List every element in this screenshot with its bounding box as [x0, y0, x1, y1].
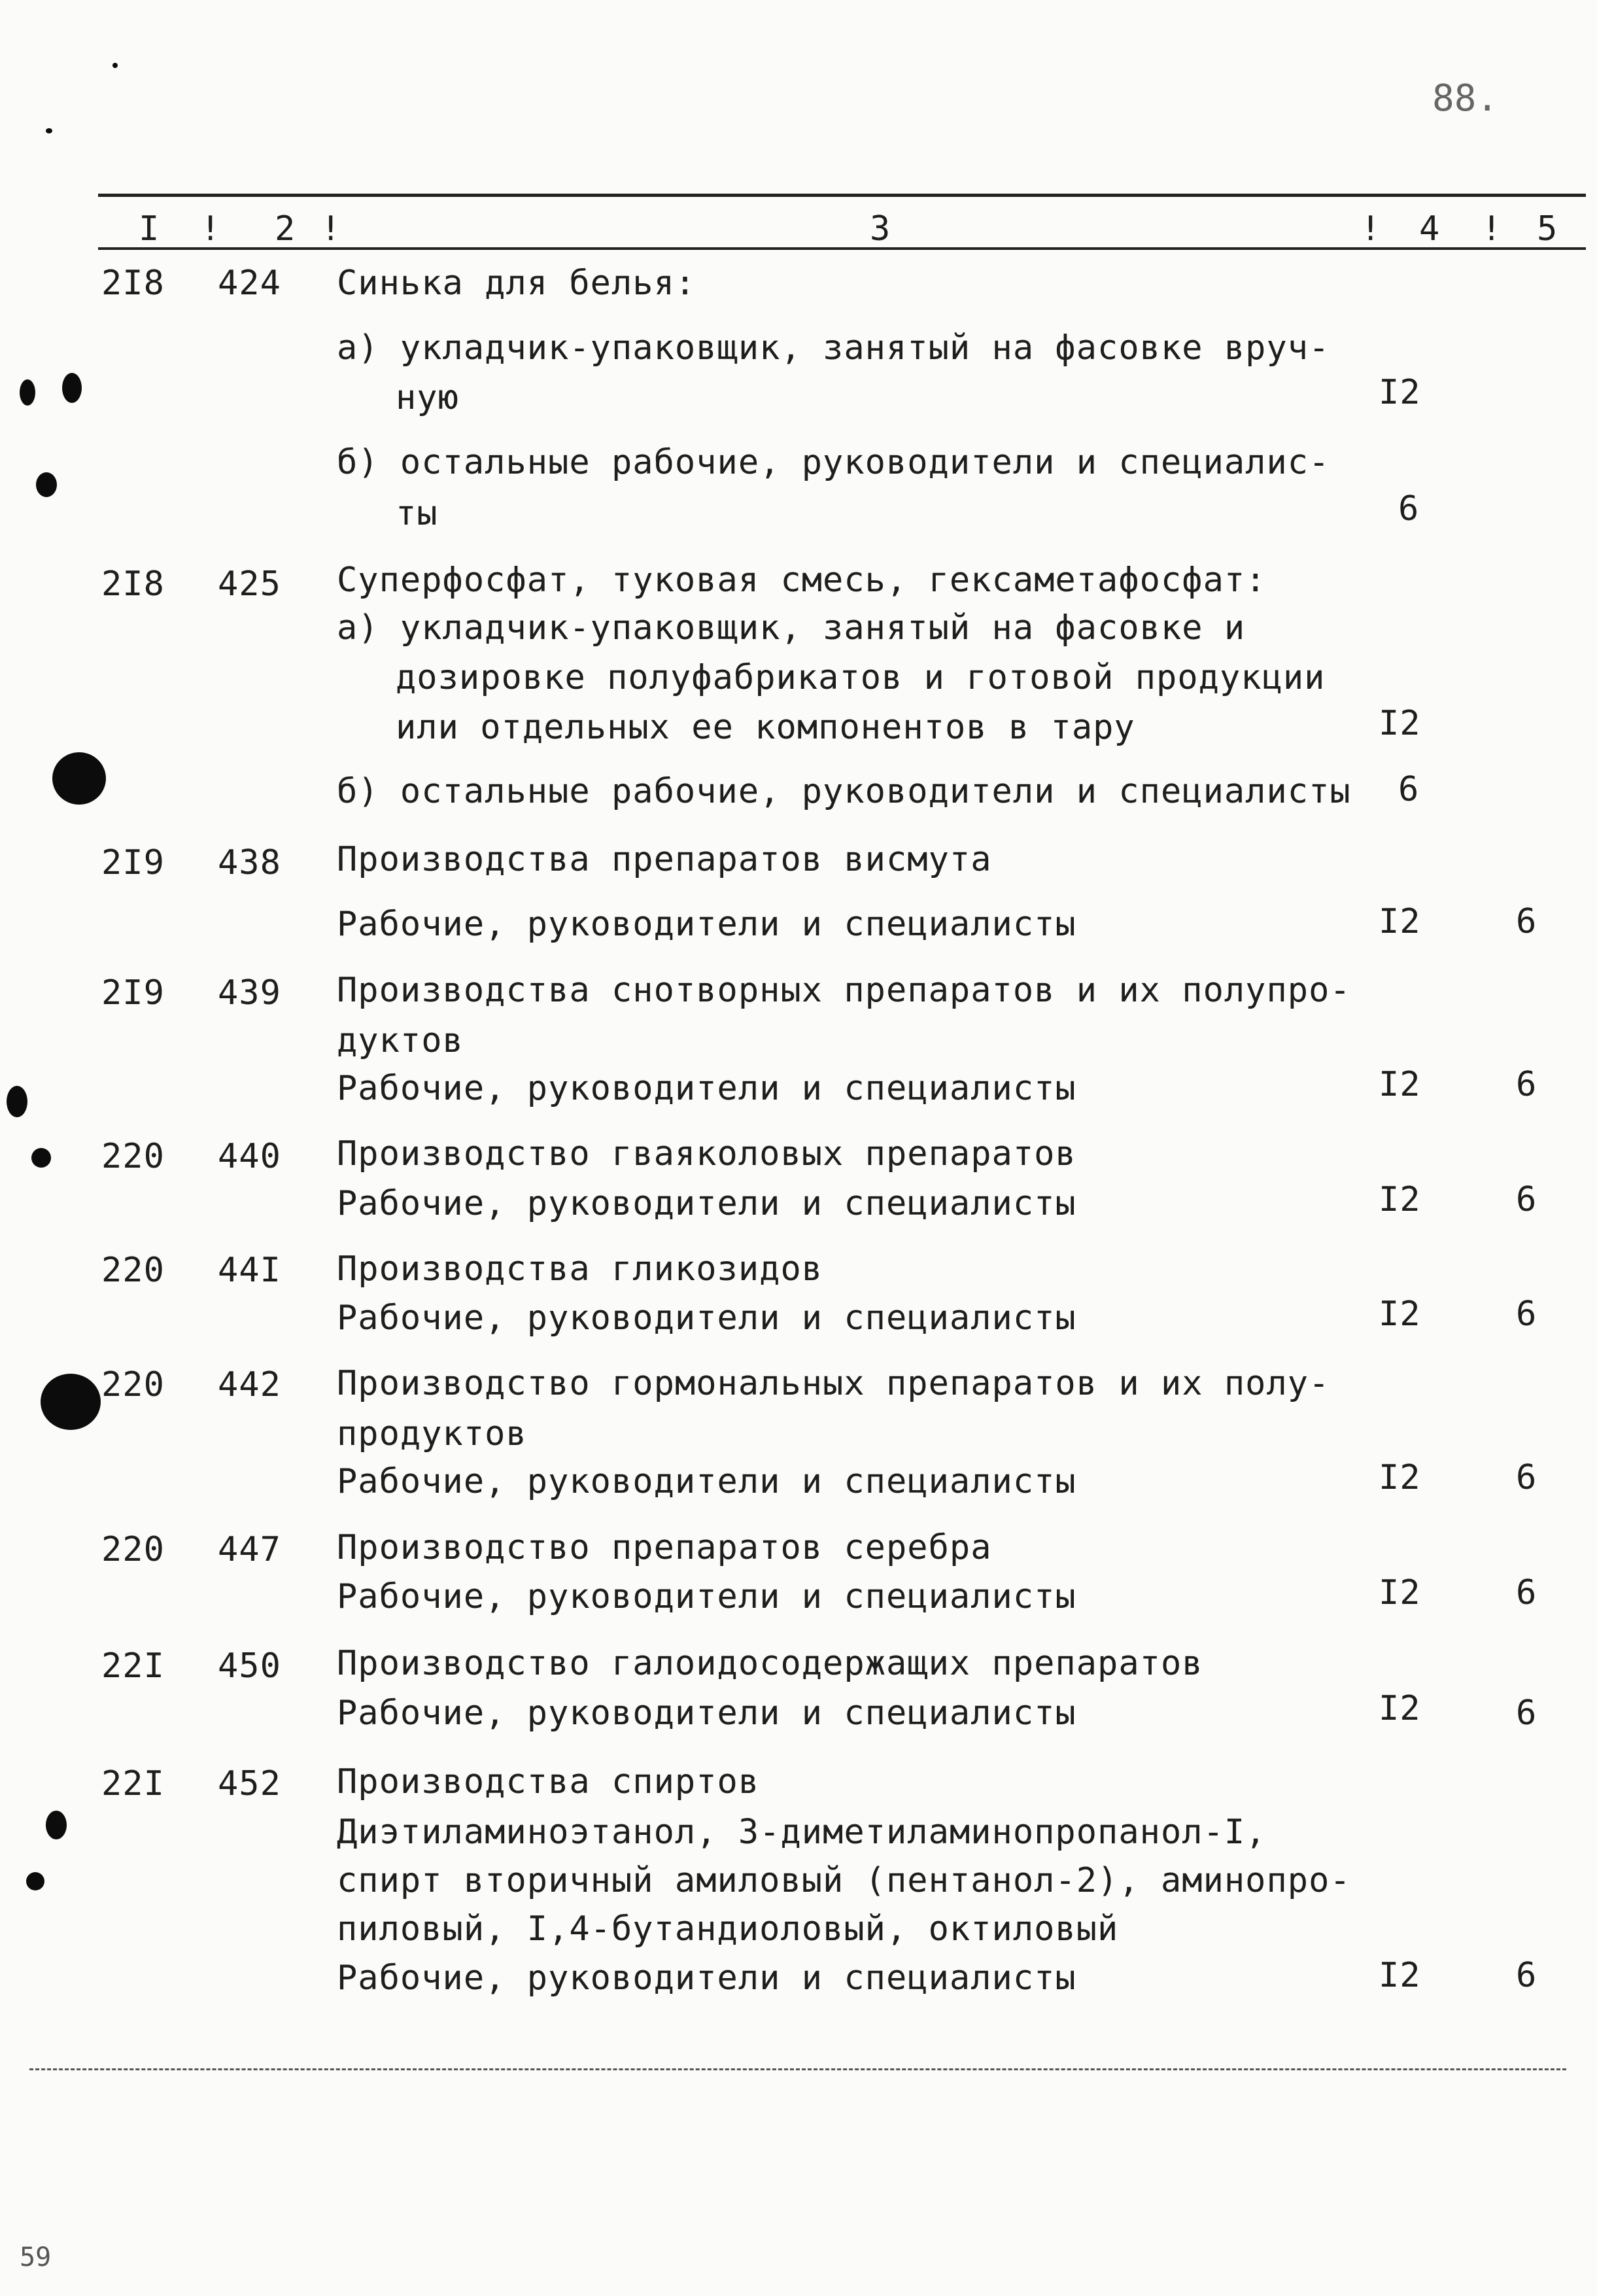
header-sep: ! — [1481, 209, 1502, 249]
page-number: 88. — [1432, 77, 1499, 120]
cell-col4: I2 — [1379, 1458, 1421, 1497]
ink-blot — [52, 752, 106, 805]
ink-blot — [7, 1086, 27, 1117]
cell-col4: 6 — [1398, 489, 1420, 529]
cell-col1: 22I — [101, 1646, 165, 1686]
item-a: а) укладчик-упаковщик, занятый на фасовке и — [337, 608, 1246, 648]
ink-blot — [26, 1872, 44, 1890]
cell-col1: 2I9 — [101, 843, 165, 882]
row-subtitle: Рабочие, руководители и специалисты — [337, 905, 1076, 944]
row-subtitle: Рабочие, руководители и специалисты — [337, 1298, 1076, 1338]
item-b-cont: ты — [396, 494, 438, 533]
cell-col2: 425 — [218, 565, 281, 604]
cell-col4: I2 — [1379, 1065, 1421, 1104]
item-a-cont: ную — [396, 378, 459, 417]
row-title-cont: продуктов — [337, 1414, 527, 1453]
cell-col4: I2 — [1379, 1295, 1421, 1334]
cell-col1: 220 — [101, 1530, 165, 1569]
cell-col1: 2I9 — [101, 973, 165, 1013]
row-subtitle: Рабочие, руководители и специалисты — [337, 1069, 1076, 1108]
row-subtitle: Рабочие, руководители и специалисты — [337, 1577, 1076, 1616]
ink-blot — [41, 1374, 101, 1430]
footer-mark: 59 — [20, 2242, 52, 2272]
cell-col4: I2 — [1379, 704, 1421, 743]
row-subtitle: Рабочие, руководители и специалисты — [337, 1694, 1076, 1733]
row-detail: пиловый, I,4-бутандиоловый, октиловый — [337, 1909, 1119, 1949]
row-title: Производства гликозидов — [337, 1249, 823, 1289]
header-col-3: 3 — [870, 209, 891, 249]
cell-col1: 220 — [101, 1365, 165, 1404]
item-a: а) укладчик-упаковщик, занятый на фасовке вруч- — [337, 328, 1330, 368]
row-title: Производство галоидосодержащих препаратов — [337, 1644, 1203, 1683]
cell-col2: 44I — [218, 1251, 281, 1290]
header-sep: ! — [200, 209, 221, 249]
cell-col4: I2 — [1379, 1573, 1421, 1612]
row-subtitle: Рабочие, руководители и специалисты — [337, 1462, 1076, 1501]
ink-blot — [62, 373, 82, 403]
cell-col5: 6 — [1516, 1180, 1537, 1219]
row-detail: Диэтиламиноэтанол, 3-диметиламинопропанол-I, — [337, 1813, 1267, 1852]
ink-dot — [112, 63, 118, 68]
cell-col1: 220 — [101, 1251, 165, 1290]
bottom-dashed-rule — [29, 2068, 1566, 2070]
item-a-cont: дозировке полуфабрикатов и готовой продукции — [396, 658, 1326, 697]
header-sep: ! — [1360, 209, 1381, 249]
row-title: Производство гваяколовых препаратов — [337, 1134, 1076, 1174]
cell-col4: 6 — [1398, 770, 1420, 809]
row-detail: спирт вторичный амиловый (пентанол-2), аминопро- — [337, 1861, 1351, 1900]
row-subtitle: Рабочие, руководители и специалисты — [337, 1958, 1076, 1998]
cell-col1: 2I8 — [101, 264, 165, 303]
cell-col5: 6 — [1516, 1065, 1537, 1104]
cell-col2: 452 — [218, 1764, 281, 1803]
cell-col1: 2I8 — [101, 565, 165, 604]
row-title-cont: дуктов — [337, 1021, 464, 1060]
cell-col2: 424 — [218, 264, 281, 303]
row-subtitle: Рабочие, руководители и специалисты — [337, 1184, 1076, 1223]
cell-col4: I2 — [1379, 1956, 1421, 1995]
cell-col2: 450 — [218, 1646, 281, 1686]
header-col-1: I — [139, 209, 160, 249]
header-col-2: 2 — [275, 209, 296, 249]
cell-col2: 440 — [218, 1137, 281, 1176]
ink-blot — [36, 472, 57, 497]
cell-col4: I2 — [1379, 902, 1421, 941]
cell-col5: 6 — [1516, 902, 1537, 941]
ink-dot — [46, 128, 52, 133]
ink-blot — [20, 379, 35, 406]
ink-blot — [46, 1811, 67, 1839]
cell-col5: 6 — [1516, 1573, 1537, 1612]
row-title: Синька для белья: — [337, 264, 696, 303]
item-b: б) остальные рабочие, руководители и специалис- — [337, 443, 1330, 482]
row-title: Производства снотворных препаратов и их полупро- — [337, 971, 1351, 1010]
cell-col5: 6 — [1516, 1458, 1537, 1497]
row-title: Производство препаратов серебра — [337, 1528, 992, 1567]
cell-col2: 447 — [218, 1530, 281, 1569]
cell-col4: I2 — [1379, 1689, 1421, 1728]
top-rule — [98, 194, 1586, 197]
cell-col4: I2 — [1379, 373, 1421, 412]
cell-col2: 438 — [218, 843, 281, 882]
row-title: Суперфосфат, туковая смесь, гексаметафосфат: — [337, 561, 1267, 600]
cell-col5: 6 — [1516, 1694, 1537, 1733]
cell-col1: 22I — [101, 1764, 165, 1803]
header-col-4: 4 — [1419, 209, 1440, 249]
cell-col2: 442 — [218, 1365, 281, 1404]
cell-col1: 220 — [101, 1137, 165, 1176]
cell-col2: 439 — [218, 973, 281, 1013]
row-title: Производства препаратов висмута — [337, 840, 992, 879]
item-b: б) остальные рабочие, руководители и специалисты — [337, 772, 1351, 811]
row-title: Производства спиртов — [337, 1762, 760, 1801]
item-a-cont: или отдельных ее компонентов в тару — [396, 708, 1135, 747]
header-col-5: 5 — [1537, 209, 1558, 249]
cell-col5: 6 — [1516, 1956, 1537, 1995]
cell-col5: 6 — [1516, 1295, 1537, 1334]
cell-col4: I2 — [1379, 1180, 1421, 1219]
header-sep: ! — [320, 209, 341, 249]
row-title: Производство гормональных препаратов и их полу- — [337, 1364, 1330, 1403]
ink-blot — [31, 1148, 51, 1168]
